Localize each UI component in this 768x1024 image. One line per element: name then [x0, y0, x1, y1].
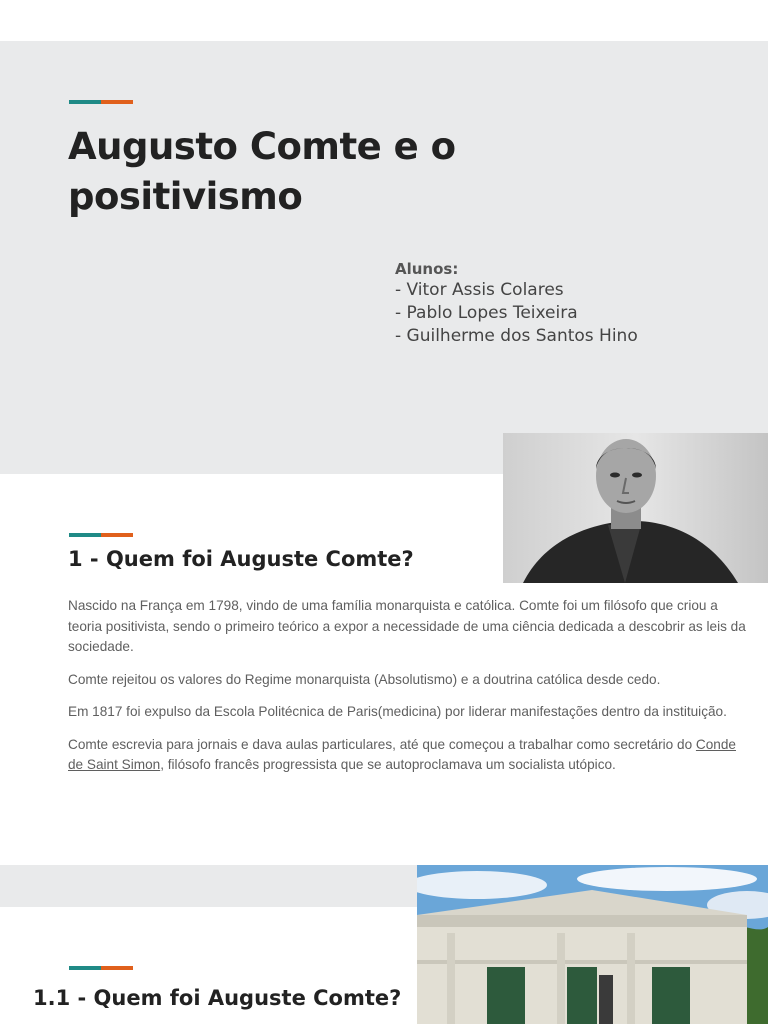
slide-background — [0, 865, 417, 907]
paragraph: Em 1817 foi expulso da Escola Politécnica de Paris(medicina) por liderar manifestações dentro da instituição. — [68, 704, 727, 719]
building-image — [417, 865, 768, 1024]
students-block — [395, 259, 638, 348]
comte-portrait-image — [503, 433, 768, 583]
section-heading: 1.1 - Quem foi Auguste Comte? — [33, 986, 402, 1010]
student-name: - Guilherme dos Santos Hino — [395, 326, 638, 346]
paragraph: Comte rejeitou os valores do Regime monarquista (Absolutismo) e a doutrina católica desde cedo. — [68, 671, 661, 687]
accent-bar — [69, 100, 133, 104]
paragraph: Nascido na França em 1798, vindo de uma família monarquista e católica. Comte foi um filósofo que criou a teoria positivista, sendo o primeiro teórico a expor a necessidade de uma ciência dedicada a descobrir as leis da sociedade. — [68, 598, 746, 654]
accent-bar — [69, 533, 133, 537]
student-name: - Pablo Lopes Teixeira — [395, 303, 578, 323]
paragraph-text: , filósofo francês progressista que se autoproclamava um socialista utópico. — [160, 757, 616, 772]
section-body — [68, 596, 748, 788]
paragraph — [68, 735, 748, 776]
student-name: - Vitor Assis Colares — [395, 280, 564, 300]
accent-bar — [69, 966, 133, 970]
section-heading: 1 - Quem foi Auguste Comte? — [68, 547, 414, 571]
students-label: Alunos: — [395, 260, 459, 278]
page-title: Augusto Comte e o positivismo — [68, 125, 456, 218]
paragraph-text: Comte escrevia para jornais e dava aulas particulares, até que começou a trabalhar como secretário do — [68, 736, 696, 752]
title-slide — [0, 41, 768, 474]
saint-simon-link[interactable]: Conde de Saint Simon — [68, 736, 736, 772]
